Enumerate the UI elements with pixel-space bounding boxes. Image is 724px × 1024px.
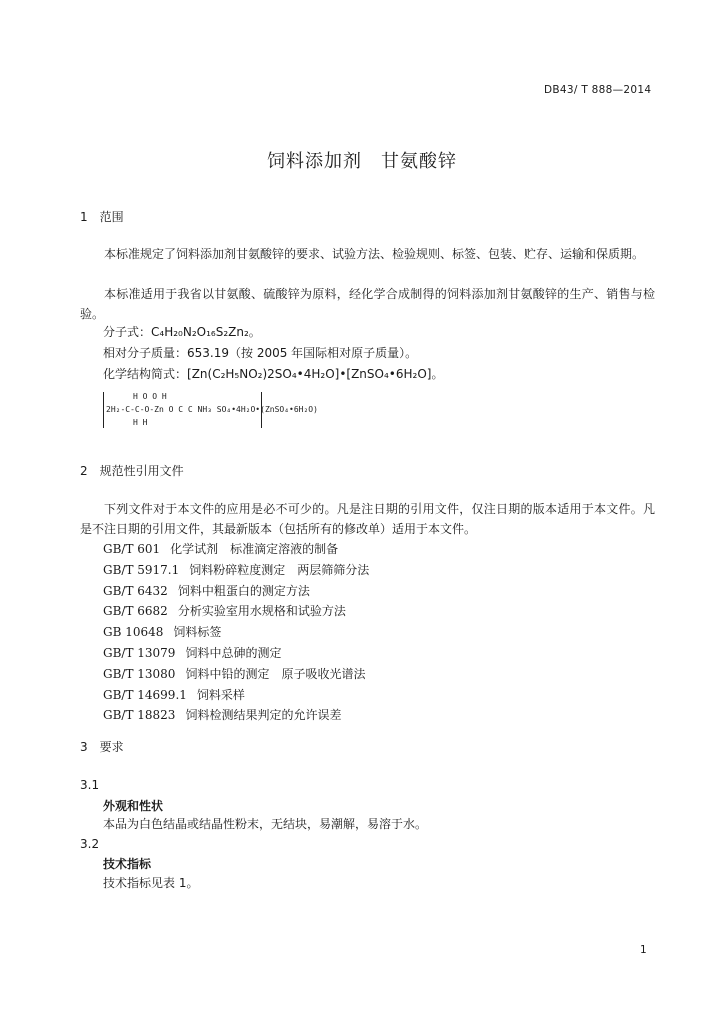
reference-item <box>103 623 221 640</box>
structure-line <box>103 365 443 383</box>
reference-item <box>103 686 245 703</box>
reference-title: 饲料检测结果判定的允许误差 <box>185 708 342 722</box>
section-1-para-1: 本标准规定了饲料添加剂甘氨酸锌的要求、试验方法、检验规则、标签、包装、贮存、运输和保质期。 <box>104 247 645 261</box>
reference-item <box>103 540 338 557</box>
reference-code: GB/T 14699.1 <box>103 688 187 702</box>
reference-code: GB/T 13080 <box>103 667 176 681</box>
bracket-left <box>103 392 104 428</box>
section-2-heading: 2 规范性引用文件 <box>80 464 184 478</box>
reference-code: GB/T 601 <box>103 542 161 556</box>
clause-3-2-title: 技术指标 <box>103 857 152 871</box>
doc-title: 饲料添加剂 甘氨酸锌 <box>267 151 457 172</box>
chemical-structure-diagram <box>103 392 403 428</box>
section-3-heading: 3 要求 <box>80 740 124 754</box>
reference-item <box>103 665 365 682</box>
reference-title: 化学试剂 标准滴定溶液的制备 <box>170 542 339 556</box>
reference-code: GB/T 6682 <box>103 604 168 618</box>
structure-middle-row: 2H₂-C-C-O-Zn O C C NH₃ SO₄•4H₂O•(ZnSO₄•6H₂O) <box>106 405 318 414</box>
reference-title: 饲料粉碎粒度测定 两层筛筛分法 <box>189 563 370 577</box>
formula-line <box>103 323 261 341</box>
reference-title: 饲料采样 <box>196 688 245 702</box>
clause-3-1-title: 外观和性状 <box>103 799 164 813</box>
page-number: 1 <box>640 944 647 956</box>
section-2-intro: 下列文件对于本文件的应用是必不可少的。凡是注日期的引用文件，仅注日期的版本适用于本文件。凡是不注日期的引用文件，其最新版本（包括所有的修改单）适用于本文件。 <box>80 502 655 536</box>
mass-label: 相对分子质量： <box>103 346 188 360</box>
structure-label: 化学结构简式： <box>103 367 188 381</box>
reference-code: GB/T 18823 <box>103 708 176 722</box>
formula-value: C₄H₂₀N₂O₁₆S₂Zn₂。 <box>151 325 261 339</box>
molecular-mass-line <box>103 344 417 362</box>
section-1-para-2: 本标准适用于我省以甘氨酸、硫酸锌为原料，经化学合成制得的饲料添加剂甘氨酸锌的生产、销售与检验。 <box>80 287 655 321</box>
reference-title: 饲料标签 <box>173 625 222 639</box>
reference-title: 分析实验室用水规格和试验方法 <box>177 604 346 618</box>
mass-value: 653.19（按 2005 年国际相对原子质量）。 <box>187 346 418 360</box>
structure-bottom-row: H H <box>133 418 148 427</box>
reference-item <box>103 706 341 723</box>
structure-top-row: H O O H <box>133 392 167 401</box>
reference-item <box>103 561 369 578</box>
reference-code: GB/T 5917.1 <box>103 563 180 577</box>
reference-item <box>103 644 281 661</box>
formula-label: 分子式： <box>103 325 152 339</box>
reference-item <box>103 602 346 619</box>
clause-3-2-number: 3.2 <box>80 837 100 851</box>
doc-code-header: DB43/ T 888—2014 <box>544 84 652 96</box>
structure-value: [Zn(C₂H₅NO₂)2SO₄•4H₂O]•[ZnSO₄•6H₂O]。 <box>187 367 444 381</box>
reference-title: 饲料中铅的测定 原子吸收光谱法 <box>185 667 366 681</box>
reference-item <box>103 582 310 599</box>
clause-3-2-text: 技术指标见表 1。 <box>103 876 199 890</box>
clause-3-1-number: 3.1 <box>80 778 100 792</box>
reference-code: GB/T 13079 <box>103 646 176 660</box>
clause-3-1-text: 本品为白色结晶或结晶性粉末，无结块，易潮解，易溶于水。 <box>103 817 428 831</box>
reference-code: GB/T 6432 <box>103 584 168 598</box>
reference-title: 饲料中总砷的测定 <box>185 646 282 660</box>
reference-title: 饲料中粗蛋白的测定方法 <box>177 584 310 598</box>
section-1-heading: 1 范围 <box>80 210 124 224</box>
reference-code: GB 10648 <box>103 625 164 639</box>
